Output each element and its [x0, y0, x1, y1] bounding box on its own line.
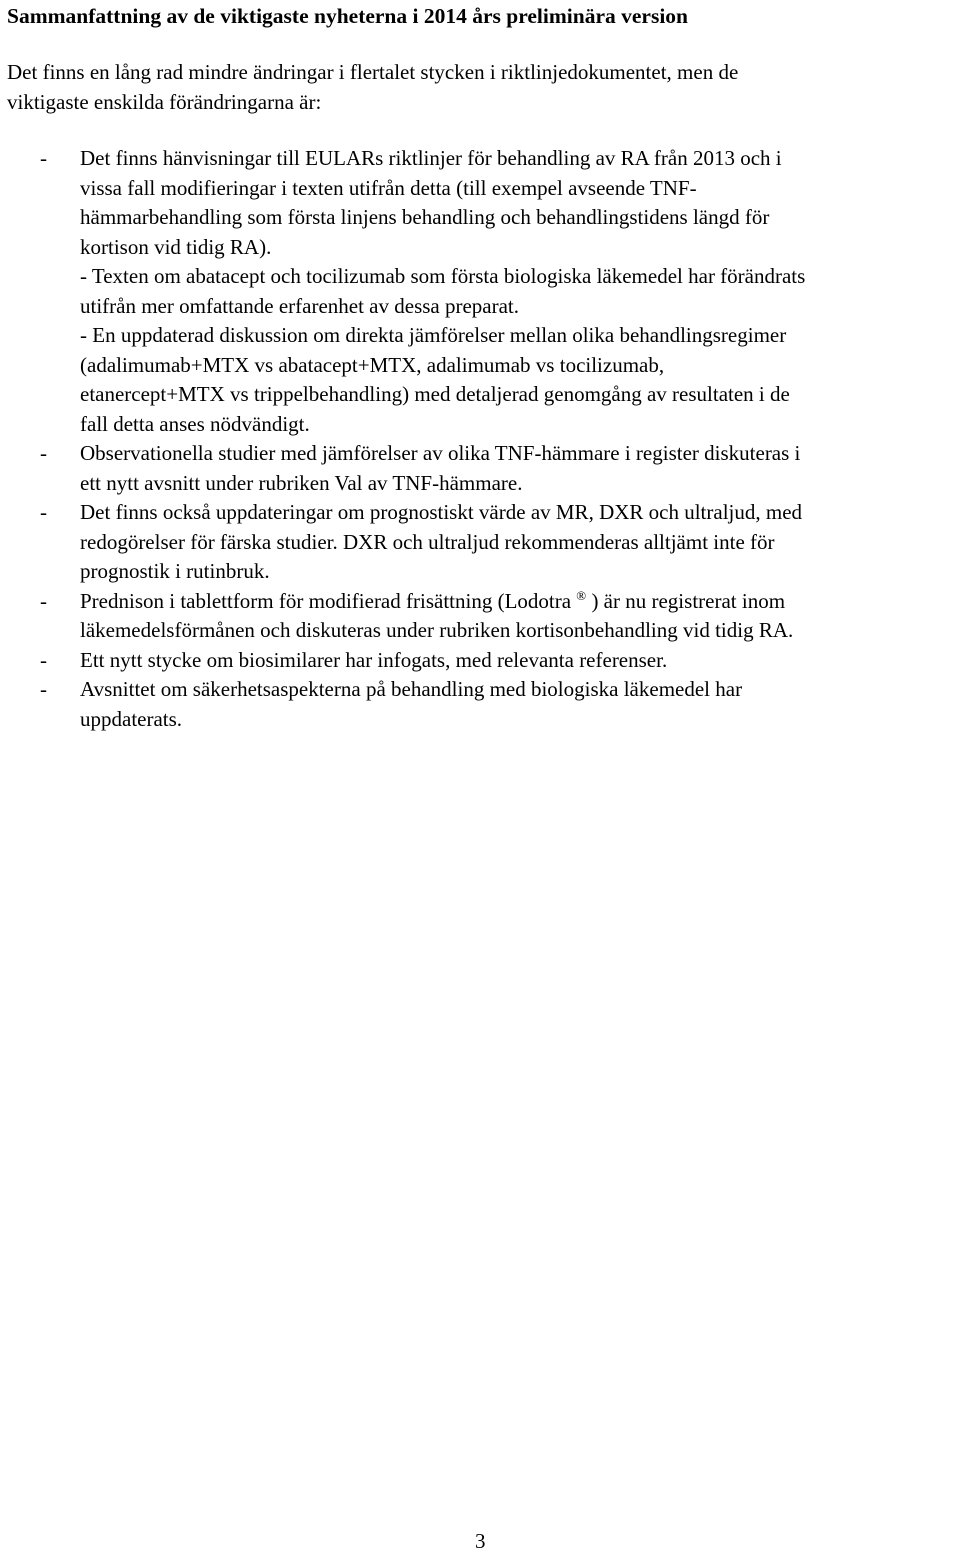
item-line: prognostik i rutinbruk.	[80, 559, 270, 583]
intro-line: viktigaste enskilda förändringarna är:	[7, 89, 322, 114]
item-line: (adalimumab+MTX vs abatacept+MTX, adalimumab vs tocilizumab,	[80, 352, 665, 377]
registered-mark: ®	[576, 587, 587, 603]
page-number: 3	[475, 1529, 486, 1553]
item-line: uppdaterats.	[80, 706, 183, 731]
item-line: Ett nytt stycke om biosimilarer har infogats, med relevanta referenser.	[80, 647, 668, 672]
list-item	[0, 439, 960, 498]
list-dash: -	[40, 500, 47, 524]
item-line: fall detta anses nödvändigt.	[80, 411, 310, 436]
item-line: etanercept+MTX vs trippelbehandling) med detaljerad genomgång av resultaten i de	[80, 382, 790, 406]
list-dash: -	[40, 647, 47, 672]
item-line: utifrån mer omfattande erfarenhet av dessa preparat.	[80, 293, 520, 318]
intro-line: Det finns en lång rad mindre ändringar i flertalet stycken i riktlinjedokumentet, men de	[7, 60, 739, 84]
item-line	[80, 587, 960, 617]
list-dash: -	[40, 677, 47, 701]
list-dash: -	[40, 146, 47, 170]
changes-list	[0, 144, 960, 734]
list-item	[0, 587, 960, 646]
list-dash: -	[40, 588, 47, 613]
item-line: redogörelser för färska studier. DXR och ultraljud rekommenderas alltjämt inte för	[80, 529, 775, 554]
item-line: - En uppdaterad diskussion om direkta jämförelser mellan olika behandlingsregimer	[80, 323, 787, 347]
list-item	[0, 144, 960, 439]
item-line: hämmarbehandling som första linjens behandling och behandlingstidens längd för	[80, 205, 770, 229]
item-line: - Texten om abatacept och tocilizumab som första biologiska läkemedel har förändrats	[80, 264, 806, 288]
item-line: läkemedelsförmånen och diskuteras under rubriken kortisonbehandling vid tidig RA.	[80, 618, 794, 642]
item-line: kortison vid tidig RA).	[80, 234, 272, 259]
item-line: ett nytt avsnitt under rubriken Val av TNF-hämmare.	[80, 470, 523, 495]
item-line: Det finns hänvisningar till EULARs riktlinjer för behandling av RA från 2013 och i	[80, 146, 782, 170]
list-item	[0, 498, 960, 587]
item-text: Prednison i tablettform för modifierad frisättning (Lodotra	[80, 588, 577, 613]
item-line: Det finns också uppdateringar om prognostiskt värde av MR, DXR och ultraljud, med	[80, 500, 803, 524]
item-line: Avsnittet om säkerhetsaspekterna på behandling med biologiska läkemedel har	[80, 677, 743, 701]
item-line: Observationella studier med jämförelser av olika TNF-hämmare i register diskuteras i	[80, 441, 801, 465]
list-item	[0, 675, 960, 734]
item-text: ) är nu registrerat inom	[586, 588, 786, 613]
item-line: vissa fall modifieringar i texten utifrån detta (till exempel avseende TNF-	[80, 175, 697, 200]
list-dash: -	[40, 441, 47, 465]
list-item	[0, 646, 960, 676]
intro-paragraph	[7, 58, 947, 117]
section-heading: Sammanfattning av de viktigaste nyheterna i 2014 års preliminära version	[7, 4, 689, 28]
